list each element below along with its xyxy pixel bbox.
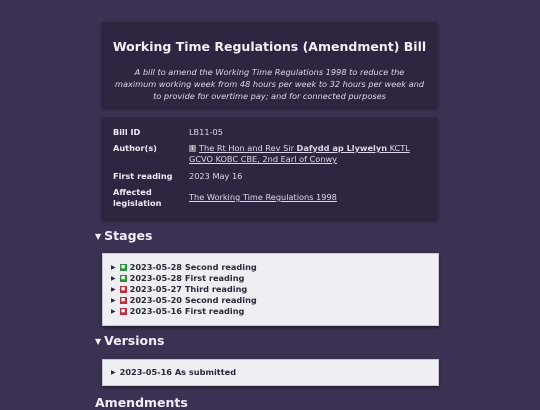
stages-panel bbox=[102, 253, 439, 326]
bill-info-card bbox=[102, 117, 437, 219]
affected-legislation-label: Affected legislation bbox=[113, 187, 162, 208]
stage-item[interactable]: ▶ ◼ 2023-05-27 Third reading bbox=[111, 284, 248, 294]
author-link[interactable]: The Rt Hon and Rev Sir Dafydd ap Llywelyn KCTL GCVO KOBC CBE, 2nd Earl of Conwy bbox=[189, 143, 410, 164]
stages-heading[interactable]: ▼ Stages bbox=[95, 228, 153, 243]
amendments-heading[interactable]: Amendments bbox=[95, 395, 188, 410]
status-failed-icon: ◼ bbox=[121, 297, 126, 303]
caret-down-icon: ▼ bbox=[95, 232, 102, 241]
versions-panel bbox=[102, 359, 439, 386]
bill-id-label: Bill ID bbox=[113, 127, 141, 137]
caret-right-icon: ▶ bbox=[111, 264, 116, 271]
status-failed-icon: ◼ bbox=[121, 308, 126, 314]
status-failed-icon: ◼ bbox=[121, 286, 126, 292]
caret-right-icon: ▶ bbox=[111, 286, 116, 293]
affected-legislation-link[interactable]: The Working Time Regulations 1998 bbox=[189, 192, 337, 202]
first-reading-value: 2023 May 16 bbox=[189, 171, 243, 181]
caret-right-icon: ▶ bbox=[111, 297, 116, 304]
stage-item[interactable]: ▶ ◼ 2023-05-28 Second reading bbox=[111, 262, 257, 272]
caret-right-icon: ▶ bbox=[111, 369, 116, 376]
bill-id-value: LB11-05 bbox=[189, 127, 223, 137]
caret-right-icon: ▶ bbox=[111, 308, 116, 315]
first-reading-label: First reading bbox=[113, 171, 173, 181]
caret-right-icon: ▶ bbox=[111, 275, 116, 282]
authors-label: Author(s) bbox=[113, 143, 157, 153]
affected-legislation-value bbox=[189, 192, 429, 203]
caret-down-icon: ▼ bbox=[95, 337, 102, 346]
author-name: Dafydd ap Llywelyn bbox=[296, 143, 388, 153]
status-passed-icon: ◼ bbox=[121, 264, 126, 270]
authors-value bbox=[189, 143, 429, 165]
bill-title-card bbox=[102, 22, 437, 107]
stage-item[interactable]: ▶ ◼ 2023-05-16 First reading bbox=[111, 306, 245, 316]
versions-heading[interactable]: ▼ Versions bbox=[95, 333, 165, 348]
version-item[interactable]: ▶ 2023-05-16 As submitted bbox=[111, 367, 237, 377]
stage-item[interactable]: ▶ ◼ 2023-05-20 Second reading bbox=[111, 295, 257, 305]
bill-title: Working Time Regulations (Amendment) Bill bbox=[112, 39, 427, 54]
status-passed-icon: ◼ bbox=[121, 275, 126, 281]
person-icon: i bbox=[189, 145, 196, 152]
bill-description: A bill to amend the Working Time Regulations 1998 to reduce the maximum working week from 48 hours per week to 32 hours per week and to provide for overtime pay; and for connected purposes bbox=[114, 67, 425, 101]
stage-item[interactable]: ▶ ◼ 2023-05-28 First reading bbox=[111, 273, 245, 283]
